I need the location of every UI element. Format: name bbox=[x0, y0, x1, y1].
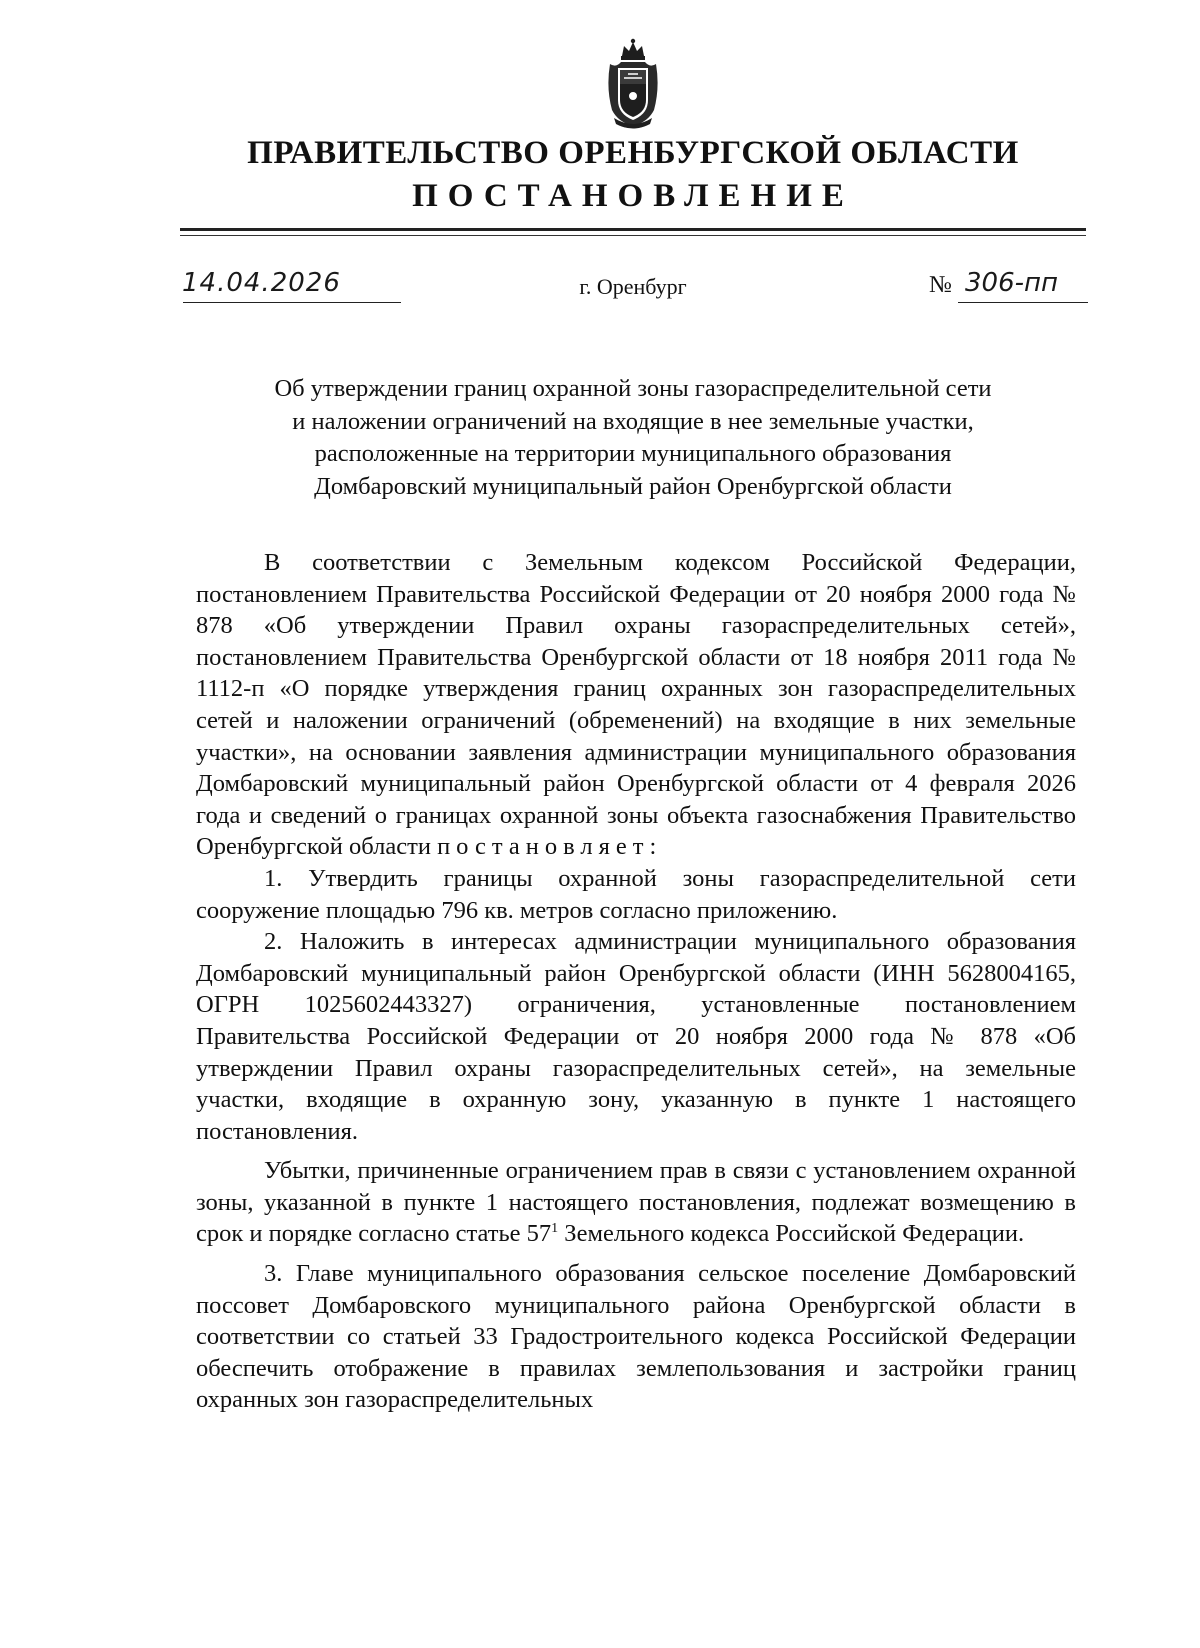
item-2: 2. Наложить в интересах администрации муниципального образования Домбаровский муниципальный район Оренбургской области (ИНН 5628004165, ОГРН 1025602443327) ограничения, установленные постановлением Правительства Российской Федерации от 20 ноября 2000 года № 878 «Об утверждении Правил охраны газораспределительных сетей», на земельные участки, входящие в охранную зону, указанную в пункте 1 настоящего постановления. bbox=[196, 928, 1076, 1145]
losses-paragraph bbox=[196, 1155, 1076, 1250]
preamble-paragraph bbox=[196, 547, 1076, 863]
losses-text-end: Земельного кодекса Российской Федерации. bbox=[558, 1220, 1025, 1248]
handwritten-date: 14.04.2026 bbox=[182, 268, 341, 298]
subject-line: Об утверждении границ охранной зоны газораспределительной сети bbox=[274, 375, 992, 402]
handwritten-number: 306-пп bbox=[965, 268, 1059, 298]
document-body bbox=[196, 547, 1076, 1416]
preamble-text: В соответствии с Земельным кодексом Российской Федерации, постановлением Правительства Российской Федерации от 20 ноября 2000 года № 878 «Об утверждении Правил охраны газораспределительных сетей», постановлением Правительства Оренбургской области от 18 ноября 2011 года № 1112-п «О порядке утверждения границ охранных зон газораспределительных сетей и наложении ограничений (обременений) на входящие в них земельные участки», на основании заявления администрации муниципального образования Домбаровский муниципальный район Оренбургской области от 4 февраля 2026 года и сведений о границах охранной зоны объекта газоснабжения Правительство Оренбургской области bbox=[196, 549, 1076, 861]
losses-text: Убытки, причиненные ограничением прав в связи с установлением охранной зоны, указанной в пункте 1 настоящего постановления, подлежат возмещению в срок и порядке согласно статье 57 bbox=[196, 1157, 1076, 1248]
header-rule-thin bbox=[180, 235, 1086, 236]
subject-line: расположенные на территории муниципального образования bbox=[314, 440, 952, 467]
subject-line: Домбаровский муниципальный район Оренбургской области bbox=[314, 472, 952, 500]
number-label: № bbox=[929, 272, 952, 298]
header-rule-thick bbox=[180, 228, 1086, 231]
city: г. Оренбург bbox=[579, 274, 687, 299]
item-1: 1. Утвердить границы охранной зоны газораспределительной сети сооружение площадью 796 кв. метров согласно приложению. bbox=[196, 864, 1076, 924]
subject-line: и наложении ограничений на входящие в нее земельные участки, bbox=[292, 407, 974, 435]
document-type: ПОСТАНОВЛЕНИЕ bbox=[412, 178, 854, 214]
organization-title: ПРАВИТЕЛЬСТВО ОРЕНБУРГСКОЙ ОБЛАСТИ bbox=[247, 135, 1019, 171]
document-subject bbox=[0, 373, 1200, 503]
coat-of-arms-icon bbox=[604, 38, 662, 130]
superscript: 1 bbox=[551, 1221, 559, 1237]
date-underline bbox=[183, 302, 401, 303]
item-3: 3. Главе муниципального образования сельское поселение Домбаровский поссовет Домбаровского муниципального района Оренбургской области в соответствии со статьей 33 Градостроительного кодекса Российской Федерации обеспечить отображение в правилах землепользования и застройки границ охранных зон газораспределительных bbox=[196, 1260, 1076, 1414]
decree-word: постановляет: bbox=[437, 833, 663, 861]
number-underline bbox=[958, 302, 1088, 303]
